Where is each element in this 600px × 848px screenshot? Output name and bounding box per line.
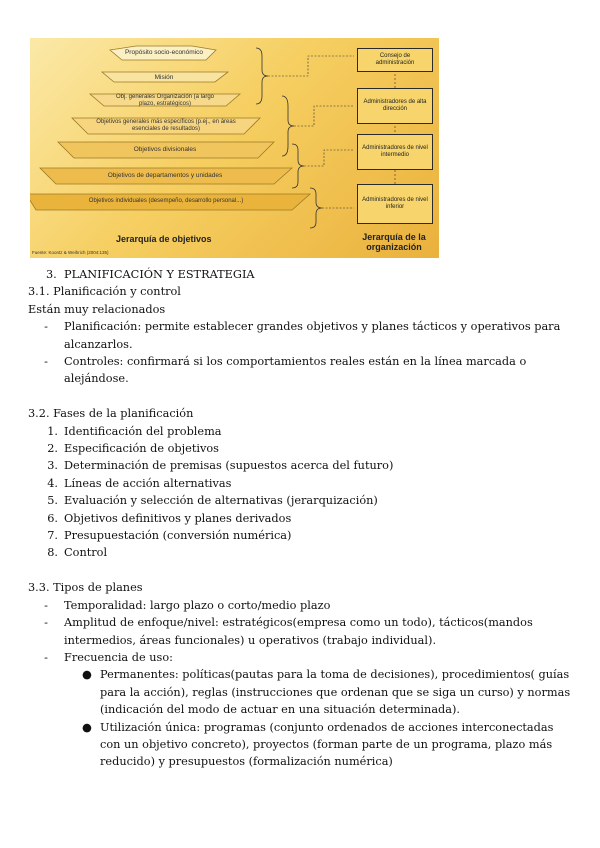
list-item [28,440,576,457]
dash-marker: - [44,320,48,334]
hierarchy-figure [30,38,439,258]
tier-label-3: Obj. generales Organización (a largo plazo, estratégicos) [115,94,215,107]
item-text: Amplitud de enfoque/nivel: estratégicos(empresa como un todo), tácticos(mandos intermedios, áreas funcionales) u operativos (trabajo individual). [64,616,533,647]
heading-3-1: 3.1. Planificación y control [28,285,181,299]
arrow-3 [304,150,354,166]
heading-3-3: 3.3. Tipos de planes [28,581,143,595]
list-item [28,544,576,561]
item-number: 6. [47,511,58,525]
section-number: 3. [46,268,57,281]
item-number: 5. [47,494,58,508]
org-box-board: Consejo de administración [357,48,433,72]
item-text: Identificación del problema [64,424,222,438]
item-text: Planificación: permite establecer grandes objetivos y planes tácticos y operativos para alcanzarlos. [64,320,561,351]
list-item [28,527,576,544]
caption-objectives: Jerarquía de objetivos [116,234,212,244]
item-text: Control [64,546,108,560]
item-text: Utilización única: programas (conjunto ordenados de acciones interconectadas con un objetivo concreto), proyectos (forman parte de un programa, plazo más reducido) y presupuestos (formalización numérica) [100,720,554,769]
item-text: Presupuestación (conversión numérica) [64,529,292,543]
bullet-item [82,666,576,718]
list-item [28,492,576,509]
tier-label-2: Misión [154,74,174,81]
bracket-4 [310,188,322,228]
tier-label-4: Objetivos generales más específicos (p.ej., en áreas esenciales de resultados) [96,119,236,132]
heading-3-2: 3.2. Fases de la planificación [28,407,194,421]
bullet-marker: ● [82,668,92,682]
tier-label-7: Objetivos individuales (desempeño, desarrollo personal...) [88,198,244,204]
section-heading [28,266,576,283]
list-item [28,475,576,492]
item-text: Determinación de premisas (supuestos acerca del futuro) [64,459,394,473]
item-text: Objetivos definitivos y planes derivados [64,511,292,525]
list-item [28,318,576,353]
bracket-2 [282,96,294,156]
arrow-2 [294,106,354,126]
bullet-item [82,719,576,771]
tier-label-6: Objetivos de departamentos y unidades [107,172,223,179]
list-item [28,649,576,666]
org-box-top: Administradores de alta dirección [357,88,433,124]
figure-credit: Fuente: Koontz & Weihrich (2004:135) [32,250,109,255]
item-text: Controles: confirmará si los comportamientos reales están en la línea marcada o alejándose. [64,355,527,386]
list-item [28,423,576,440]
intro-3-1: Están muy relacionados [28,302,166,316]
bullet-marker: ● [82,720,92,734]
item-text: Especificación de objetivos [64,442,219,456]
item-text: Frecuencia de uso: [64,650,173,664]
section-title: PLANIFICACIÓN Y ESTRATEGIA [63,268,255,281]
org-box-middle: Administradores de nivel intermedio [357,134,433,170]
dash-marker: - [44,598,48,612]
item-number: 7. [47,529,58,543]
caption-organization: Jerarquía de la organización [362,232,426,252]
bracket-1 [256,48,268,104]
item-number: 8. [47,546,58,560]
item-text: Permanentes: políticas(pautas para la toma de decisiones), procedimientos( guías para la acción), reglas (instrucciones que ordenan que se siga un curso) y normas (indicación del modo de actuar en una situación determinada). [100,668,571,717]
item-number: 2. [47,442,58,456]
tier-label-5: Objetivos divisionales [133,146,197,153]
list-item [28,614,576,649]
item-number: 1. [47,424,58,438]
item-number: 3. [47,459,58,473]
dash-marker: - [44,616,48,630]
dash-marker: - [44,355,48,369]
arrow-1 [268,56,354,76]
item-text: Temporalidad: largo plazo o corto/medio plazo [64,598,331,612]
document-body [28,266,576,771]
list-item [28,597,576,614]
dash-marker: - [44,650,48,664]
item-text: Evaluación y selección de alternativas (jerarquización) [64,494,378,508]
org-box-lower: Administradores de nivel inferior [357,184,433,224]
list-item [28,457,576,474]
bracket-3 [292,144,304,188]
item-text: Líneas de acción alternativas [64,476,232,490]
list-item [28,510,576,527]
tier-label-1: Propósito socio-económico [124,49,204,56]
list-item [28,353,576,388]
item-number: 4. [47,476,58,490]
